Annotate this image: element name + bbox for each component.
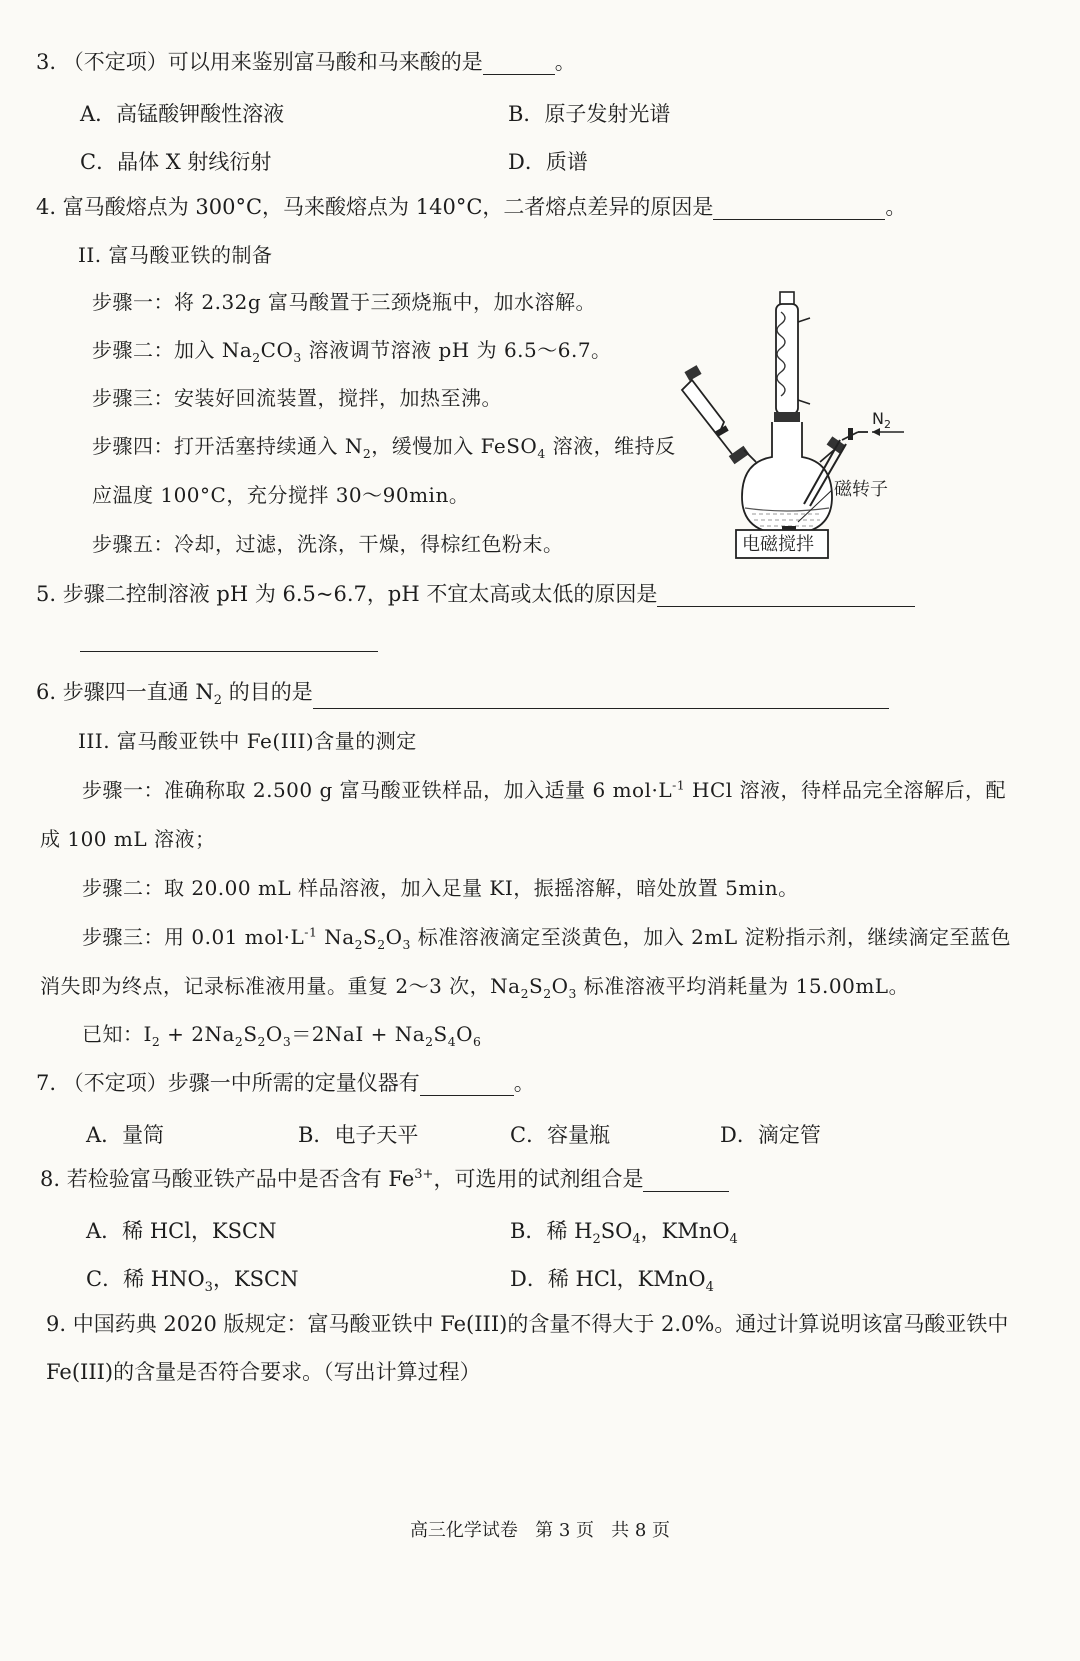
q7-answer-blank[interactable] bbox=[420, 1075, 514, 1096]
s2-step-3: 步骤三：安装好回流装置，搅拌，加热至沸。 bbox=[92, 386, 502, 410]
s2-step-2: 步骤二：加入 $Na_2CO_3$ 溶液调节溶液 pH 为 6.5～6.7。 bbox=[92, 338, 612, 365]
question-3: 3. （不定项）可以用来鉴别富马酸和马来酸的是 。 bbox=[36, 50, 576, 74]
magnetic-stirrer-label: 电磁搅拌 bbox=[742, 534, 814, 555]
n2-label: $N_2$ bbox=[872, 409, 891, 431]
q7-option-c: C．容量瓶 bbox=[510, 1123, 611, 1147]
q7-option-a: A．量筒 bbox=[86, 1123, 165, 1147]
s3-step-3: 步骤三：用 0.01 $mol\cdot L^{-1}$ $Na_2S_2O_3$ 标准溶液滴定至淡黄色，加入 2mL 淀粉指示剂，继续滴定至蓝色 bbox=[82, 924, 1011, 952]
q3-stem: （不定项）可以用来鉴别富马酸和马来酸的是 bbox=[62, 50, 483, 74]
q5-stem: 步骤二控制溶液 pH 为 6.5~6.7，pH 不宜太高或太低的原因是 bbox=[62, 582, 658, 606]
q8-option-b: B．稀 $H_2SO_4$，KMnO$_4$ bbox=[510, 1219, 738, 1248]
question-6: 6. 步骤四一直通 $N_2$ 的目的是 bbox=[36, 680, 889, 709]
s3-step-2: 步骤二：取 20.00 mL 样品溶液，加入足量 KI，振摇溶解，暗处放置 5min。 bbox=[82, 876, 799, 900]
q8-option-a: A．稀 HCl，KSCN bbox=[86, 1219, 277, 1243]
q4-answer-blank[interactable] bbox=[713, 199, 885, 220]
question-8: 8. 若检验富马酸亚铁产品中是否含有 $Fe^{3+}$，可选用的试剂组合是 bbox=[40, 1167, 729, 1192]
q4-stem: 富马酸熔点为 300°C，马来酸熔点为 140°C，二者熔点差异的原因是 bbox=[62, 195, 714, 219]
q3-option-a: A．高锰酸钾酸性溶液 bbox=[80, 102, 285, 126]
s2-step-5: 步骤五：冷却，过滤，洗涤，干燥，得棕红色粉末。 bbox=[92, 532, 564, 556]
s2-step-4-cont: 应温度 100°C，充分搅拌 30～90min。 bbox=[92, 483, 470, 507]
q7-option-b: B．电子天平 bbox=[298, 1123, 419, 1147]
q3-option-d: D．质谱 bbox=[508, 150, 588, 174]
q5-answer-blank-1[interactable] bbox=[657, 586, 915, 607]
q8-option-c: C．稀 $HNO_3$，KSCN bbox=[86, 1267, 299, 1296]
q8-option-d: D．稀 HCl，KMnO$_4$ bbox=[510, 1267, 714, 1296]
q9-line-1: 中国药典 2020 版规定：富马酸亚铁中 Fe(III)的含量不得大于 2.0%。通过计算说明该富马酸亚铁中 bbox=[72, 1312, 1009, 1336]
q3-answer-blank[interactable] bbox=[483, 54, 555, 75]
reflux-apparatus-diagram bbox=[672, 282, 922, 564]
q6-answer-blank[interactable] bbox=[313, 688, 889, 709]
q8-answer-blank[interactable] bbox=[643, 1171, 729, 1192]
q9-line-2: Fe(III)的含量是否符合要求。（写出计算过程） bbox=[46, 1360, 481, 1384]
q7-option-d: D．滴定管 bbox=[720, 1123, 821, 1147]
section-3-title: III. 富马酸亚铁中 Fe(III)含量的测定 bbox=[78, 729, 417, 753]
q7-stem: （不定项）步骤一中所需的定量仪器有 bbox=[62, 1071, 420, 1095]
s3-known-equation: 已知：$I_2 + 2Na_2S_2O_3=2NaI + Na_2S_4O_6$ bbox=[82, 1022, 482, 1049]
page-footer: 高三化学试卷 第 3 页 共 8 页 bbox=[409, 1520, 671, 1541]
s3-step-1: 步骤一：准确称取 2.500 g 富马酸亚铁样品，加入适量 6 $mol\cdot L^{-1}$ HCl 溶液，待样品完全溶解后，配 bbox=[82, 777, 1007, 802]
q3-number: 3. bbox=[36, 50, 57, 74]
question-5: 5. 步骤二控制溶液 pH 为 6.5~6.7，pH 不宜太高或太低的原因是 bbox=[36, 582, 915, 607]
q3-option-c: C．晶体 X 射线衍射 bbox=[80, 150, 272, 174]
stirrer-label: 磁转子 bbox=[834, 479, 888, 500]
question-7: 7. （不定项）步骤一中所需的定量仪器有 。 bbox=[36, 1071, 535, 1095]
question-9: 9. 中国药典 2020 版规定：富马酸亚铁中 Fe(III)的含量不得大于 2.0%。通过计算说明该富马酸亚铁中 bbox=[46, 1312, 1009, 1336]
s3-step-3-cont: 消失即为终点，记录标准液用量。重复 2～3 次，$Na_2S_2O_3$ 标准溶液平均消耗量为 15.00mL。 bbox=[40, 974, 910, 1001]
question-4: 4. 富马酸熔点为 300°C，马来酸熔点为 140°C，二者熔点差异的原因是 。 bbox=[36, 195, 907, 219]
q4-number: 4. bbox=[36, 195, 57, 219]
s3-step-1-cont: 成 100 mL 溶液； bbox=[40, 827, 216, 851]
section-2-title: II. 富马酸亚铁的制备 bbox=[78, 243, 273, 267]
dropping-funnel bbox=[682, 380, 724, 436]
s2-step-1: 步骤一：将 2.32g 富马酸置于三颈烧瓶中，加水溶解。 bbox=[92, 290, 597, 314]
q3-option-b: B．原子发射光谱 bbox=[508, 102, 671, 126]
s2-step-4: 步骤四：打开活塞持续通入 $N_2$，缓慢加入 FeSO$_4$ 溶液，维持反 bbox=[92, 434, 676, 461]
q5-answer-blank-2[interactable] bbox=[80, 651, 378, 652]
